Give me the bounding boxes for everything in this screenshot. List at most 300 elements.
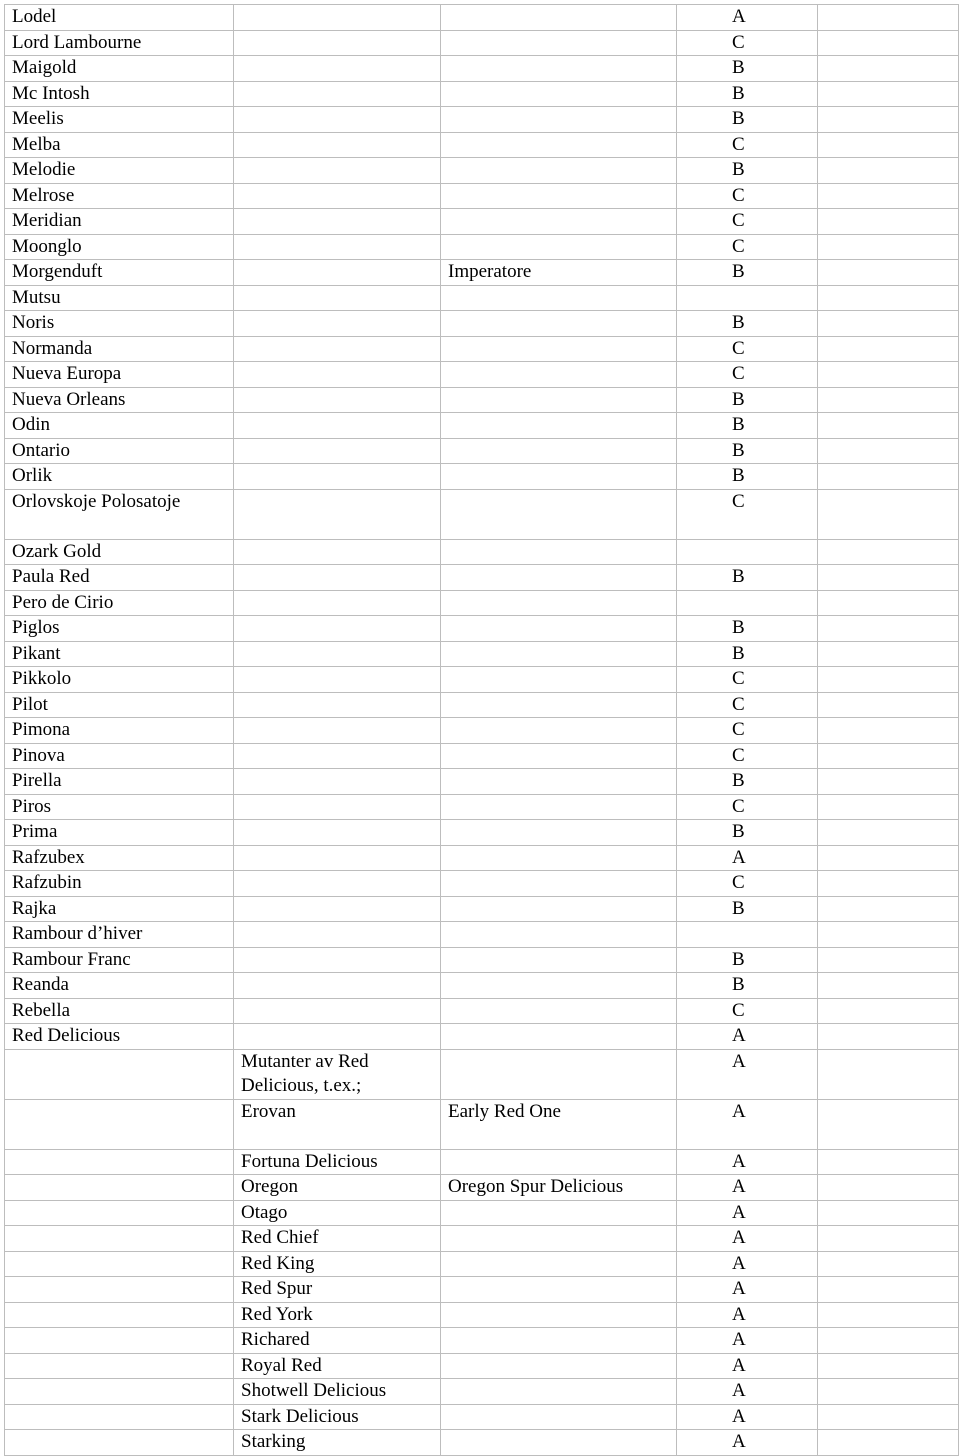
- synonym-cell: [441, 1379, 677, 1405]
- mutant-cell-text: Starking: [241, 1431, 306, 1452]
- mutant-cell: [234, 1149, 441, 1175]
- mutant-cell: [234, 1251, 441, 1277]
- variety-cell: [5, 413, 234, 439]
- mutant-cell: [234, 285, 441, 311]
- class-cell: [677, 489, 818, 539]
- table-row: [5, 871, 959, 897]
- class-cell: [677, 590, 818, 616]
- synonym-cell: [441, 336, 677, 362]
- table-row: [5, 1149, 959, 1175]
- mutant-cell: [234, 641, 441, 667]
- class-cell-text: A: [732, 846, 746, 868]
- variety-cell-text: Meridian: [12, 210, 82, 231]
- class-cell: [677, 81, 818, 107]
- table-row: [5, 158, 959, 184]
- variety-cell-text: Rafzubin: [12, 872, 82, 893]
- synonym-cell: [441, 1430, 677, 1456]
- empty-cell: [818, 260, 959, 286]
- class-cell: [677, 947, 818, 973]
- class-cell-text: C: [732, 668, 745, 689]
- variety-cell: [5, 1024, 234, 1050]
- class-cell-text: A: [732, 6, 746, 27]
- class-cell: [677, 641, 818, 667]
- table-row: [5, 539, 959, 565]
- mutant-cell: [234, 336, 441, 362]
- empty-cell: [818, 616, 959, 642]
- mutant-cell: [234, 107, 441, 133]
- empty-cell: [818, 896, 959, 922]
- class-cell: [677, 922, 818, 948]
- empty-cell: [818, 464, 959, 490]
- synonym-cell: [441, 1277, 677, 1303]
- empty-cell: [818, 1049, 959, 1099]
- variety-cell-text: Lodel: [12, 6, 57, 27]
- variety-cell-text: Paula Red: [12, 566, 90, 587]
- variety-cell-text: Rebella: [12, 999, 71, 1021]
- variety-cell: [5, 362, 234, 388]
- empty-cell: [818, 998, 959, 1024]
- variety-cell: [5, 539, 234, 565]
- empty-cell: [818, 539, 959, 565]
- empty-cell: [818, 107, 959, 133]
- mutant-cell: [234, 1024, 441, 1050]
- synonym-cell: [441, 489, 677, 539]
- table-row: [5, 616, 959, 642]
- class-cell: [677, 285, 818, 311]
- table-row: [5, 1379, 959, 1405]
- mutant-cell-text: Royal Red: [241, 1354, 322, 1376]
- variety-cell-text: Noris: [12, 312, 55, 333]
- synonym-cell: [441, 234, 677, 260]
- empty-cell: [818, 1149, 959, 1175]
- variety-cell: [5, 1379, 234, 1405]
- empty-cell: [818, 947, 959, 973]
- synonym-cell: [441, 132, 677, 158]
- variety-cell: [5, 81, 234, 107]
- class-cell: [677, 539, 818, 565]
- empty-cell: [818, 311, 959, 337]
- empty-cell: [818, 1302, 959, 1328]
- empty-cell: [818, 1430, 959, 1456]
- class-cell-text: B: [732, 439, 745, 461]
- class-cell-text: C: [732, 719, 745, 740]
- class-cell-text: B: [732, 159, 745, 180]
- synonym-cell-text: Oregon Spur Delicious: [448, 1176, 624, 1197]
- table-row: [5, 30, 959, 56]
- variety-cell: [5, 896, 234, 922]
- class-cell: [677, 1302, 818, 1328]
- class-cell-text: A: [732, 1227, 746, 1248]
- class-cell-text: B: [732, 414, 745, 435]
- empty-cell: [818, 871, 959, 897]
- table-row: [5, 362, 959, 388]
- table-row: [5, 311, 959, 337]
- mutant-cell: [234, 947, 441, 973]
- empty-cell: [818, 1175, 959, 1201]
- variety-cell: [5, 565, 234, 591]
- class-cell: [677, 1226, 818, 1252]
- variety-cell-text: Meelis: [12, 108, 64, 129]
- synonym-cell: [441, 1149, 677, 1175]
- class-cell-text: B: [732, 57, 745, 78]
- mutant-cell-text: Red Chief: [241, 1227, 319, 1248]
- mutant-cell: [234, 183, 441, 209]
- variety-cell: [5, 1049, 234, 1099]
- class-cell-text: A: [732, 1380, 746, 1401]
- table-row: [5, 1328, 959, 1354]
- variety-cell: [5, 1328, 234, 1354]
- class-cell: [677, 1175, 818, 1201]
- variety-cell: [5, 1251, 234, 1277]
- empty-cell: [818, 641, 959, 667]
- synonym-cell: [441, 845, 677, 871]
- synonym-cell: [441, 30, 677, 56]
- mutant-cell: [234, 565, 441, 591]
- mutant-cell: [234, 1175, 441, 1201]
- class-cell: [677, 107, 818, 133]
- variety-cell: [5, 1175, 234, 1201]
- mutant-cell-text: Oregon: [241, 1176, 298, 1197]
- class-cell: [677, 1200, 818, 1226]
- class-cell: [677, 871, 818, 897]
- synonym-cell: [441, 464, 677, 490]
- class-cell: [677, 667, 818, 693]
- class-cell: [677, 438, 818, 464]
- variety-cell-text: Lord Lambourne: [12, 31, 142, 53]
- class-cell-text: A: [732, 1100, 746, 1122]
- mutant-cell: [234, 1404, 441, 1430]
- synonym-cell: [441, 56, 677, 82]
- class-cell-text: A: [732, 1176, 746, 1197]
- variety-cell-text: Melba: [12, 133, 61, 155]
- empty-cell: [818, 413, 959, 439]
- mutant-cell: [234, 922, 441, 948]
- variety-cell: [5, 794, 234, 820]
- class-cell: [677, 998, 818, 1024]
- variety-cell-text: Piglos: [12, 617, 60, 638]
- variety-cell: [5, 667, 234, 693]
- variety-cell: [5, 1226, 234, 1252]
- synonym-cell: [441, 107, 677, 133]
- variety-cell: [5, 718, 234, 744]
- class-cell-text: A: [732, 1252, 746, 1274]
- class-cell: [677, 336, 818, 362]
- table-row: [5, 1024, 959, 1050]
- mutant-cell: [234, 489, 441, 539]
- variety-cell-text: Mutsu: [12, 286, 61, 308]
- variety-cell: [5, 845, 234, 871]
- empty-cell: [818, 336, 959, 362]
- empty-cell: [818, 158, 959, 184]
- mutant-cell: [234, 1049, 441, 1099]
- table-row: [5, 464, 959, 490]
- table-row: [5, 438, 959, 464]
- mutant-cell-text: Otago: [241, 1201, 288, 1223]
- variety-cell-text: Melodie: [12, 159, 76, 180]
- mutant-cell: [234, 1302, 441, 1328]
- mutant-cell: [234, 896, 441, 922]
- class-cell-text: C: [732, 795, 745, 817]
- variety-cell-text: Orlik: [12, 465, 53, 486]
- class-cell-text: A: [732, 1025, 746, 1046]
- synonym-cell: [441, 922, 677, 948]
- class-cell: [677, 56, 818, 82]
- mutant-cell-text: Stark Delicious: [241, 1405, 359, 1427]
- empty-cell: [818, 438, 959, 464]
- class-cell-text: B: [732, 312, 745, 333]
- variety-cell-text: Normanda: [12, 337, 93, 359]
- synonym-cell: [441, 1302, 677, 1328]
- synonym-cell: [441, 1200, 677, 1226]
- class-cell: [677, 1404, 818, 1430]
- synonym-cell: [441, 260, 677, 286]
- mutant-cell: [234, 5, 441, 31]
- empty-cell: [818, 845, 959, 871]
- table-row: [5, 1175, 959, 1201]
- synonym-cell: [441, 896, 677, 922]
- table-row: [5, 998, 959, 1024]
- class-cell: [677, 413, 818, 439]
- class-cell-text: C: [732, 235, 745, 257]
- variety-cell: [5, 183, 234, 209]
- variety-cell: [5, 1200, 234, 1226]
- class-cell: [677, 973, 818, 999]
- mutant-cell-text: Richared: [241, 1329, 310, 1350]
- class-cell-text: C: [732, 133, 745, 155]
- synonym-cell: [441, 1353, 677, 1379]
- empty-cell: [818, 667, 959, 693]
- synonym-cell: [441, 285, 677, 311]
- variety-cell: [5, 107, 234, 133]
- variety-cell: [5, 641, 234, 667]
- synonym-cell: [441, 539, 677, 565]
- mutant-cell: [234, 1328, 441, 1354]
- variety-cell: [5, 260, 234, 286]
- synonym-cell: [441, 692, 677, 718]
- synonym-cell: [441, 209, 677, 235]
- class-cell: [677, 769, 818, 795]
- variety-cell: [5, 743, 234, 769]
- class-cell-text: A: [732, 1050, 746, 1072]
- mutant-cell: [234, 387, 441, 413]
- mutant-cell: [234, 769, 441, 795]
- synonym-cell: [441, 1328, 677, 1354]
- table-row: [5, 820, 959, 846]
- class-cell: [677, 616, 818, 642]
- class-cell-text: C: [732, 999, 745, 1021]
- variety-cell-text: Mc Intosh: [12, 82, 90, 104]
- variety-cell-text: Nueva Europa: [12, 363, 122, 384]
- class-cell: [677, 743, 818, 769]
- mutant-cell: [234, 820, 441, 846]
- class-cell-text: C: [732, 490, 745, 512]
- empty-cell: [818, 590, 959, 616]
- synonym-cell: [441, 616, 677, 642]
- class-cell-text: A: [732, 1150, 746, 1172]
- class-cell-text: C: [732, 184, 745, 206]
- empty-cell: [818, 1404, 959, 1430]
- synonym-cell: [441, 590, 677, 616]
- class-cell: [677, 234, 818, 260]
- variety-cell: [5, 973, 234, 999]
- variety-cell-text: Moonglo: [12, 235, 82, 257]
- class-cell: [677, 183, 818, 209]
- mutant-cell: [234, 1353, 441, 1379]
- synonym-cell: [441, 413, 677, 439]
- variety-cell: [5, 464, 234, 490]
- mutant-cell: [234, 56, 441, 82]
- table-row: [5, 1200, 959, 1226]
- class-cell: [677, 565, 818, 591]
- class-cell: [677, 1024, 818, 1050]
- synonym-cell: [441, 158, 677, 184]
- class-cell: [677, 311, 818, 337]
- class-cell: [677, 30, 818, 56]
- table-row: [5, 1430, 959, 1456]
- class-cell: [677, 5, 818, 31]
- class-cell-text: C: [732, 363, 745, 384]
- class-cell: [677, 1251, 818, 1277]
- table-body: [5, 5, 959, 1456]
- variety-cell-text: Melrose: [12, 184, 75, 206]
- class-cell: [677, 896, 818, 922]
- synonym-cell: [441, 769, 677, 795]
- empty-cell: [818, 362, 959, 388]
- empty-cell: [818, 1024, 959, 1050]
- synonym-cell: [441, 743, 677, 769]
- table-row: [5, 1277, 959, 1303]
- variety-cell-text: Nueva Orleans: [12, 388, 126, 410]
- class-cell: [677, 260, 818, 286]
- mutant-cell: [234, 438, 441, 464]
- class-cell: [677, 718, 818, 744]
- variety-cell-text: Red Delicious: [12, 1025, 121, 1046]
- mutant-cell: [234, 616, 441, 642]
- class-cell: [677, 1277, 818, 1303]
- table-row: [5, 1353, 959, 1379]
- class-cell: [677, 132, 818, 158]
- table-row: [5, 794, 959, 820]
- table-row: [5, 718, 959, 744]
- class-cell: [677, 1049, 818, 1099]
- variety-cell-text: Pinova: [12, 744, 65, 766]
- mutant-cell: [234, 871, 441, 897]
- table-row: [5, 896, 959, 922]
- table-row: [5, 183, 959, 209]
- variety-cell: [5, 387, 234, 413]
- table-row: [5, 489, 959, 539]
- class-cell: [677, 158, 818, 184]
- class-cell-text: C: [732, 693, 745, 715]
- empty-cell: [818, 5, 959, 31]
- table-row: [5, 565, 959, 591]
- class-cell-text: C: [732, 31, 745, 53]
- synonym-cell: [441, 1404, 677, 1430]
- variety-cell: [5, 234, 234, 260]
- empty-cell: [818, 387, 959, 413]
- empty-cell: [818, 489, 959, 539]
- class-cell-text: C: [732, 744, 745, 766]
- mutant-cell: [234, 539, 441, 565]
- table-row: [5, 641, 959, 667]
- table-row: [5, 590, 959, 616]
- empty-cell: [818, 183, 959, 209]
- class-cell: [677, 1328, 818, 1354]
- table-row: [5, 845, 959, 871]
- mutant-cell-text: Erovan: [241, 1100, 296, 1122]
- mutant-cell: [234, 1379, 441, 1405]
- synonym-cell: [441, 1175, 677, 1201]
- variety-cell-text: Rafzubex: [12, 846, 85, 868]
- synonym-cell: [441, 947, 677, 973]
- mutant-cell: [234, 209, 441, 235]
- empty-cell: [818, 1277, 959, 1303]
- mutant-cell: [234, 260, 441, 286]
- mutant-cell: [234, 1200, 441, 1226]
- variety-cell-text: Orlovskoje Polosatoje: [12, 490, 181, 512]
- apple-variety-table: [4, 4, 959, 1456]
- variety-cell: [5, 922, 234, 948]
- class-cell-text: C: [732, 872, 745, 893]
- empty-cell: [818, 1226, 959, 1252]
- class-cell-text: C: [732, 210, 745, 231]
- empty-cell: [818, 718, 959, 744]
- empty-cell: [818, 565, 959, 591]
- table-row: [5, 692, 959, 718]
- mutant-cell: [234, 692, 441, 718]
- table-row: [5, 413, 959, 439]
- class-cell-text: B: [732, 566, 745, 587]
- class-cell-text: B: [732, 770, 745, 791]
- variety-cell: [5, 1404, 234, 1430]
- variety-cell: [5, 56, 234, 82]
- class-cell-text: B: [732, 642, 745, 664]
- empty-cell: [818, 922, 959, 948]
- synonym-cell: [441, 81, 677, 107]
- mutant-cell: [234, 845, 441, 871]
- variety-cell: [5, 1430, 234, 1456]
- class-cell-text: B: [732, 897, 745, 919]
- variety-cell-text: Pikant: [12, 642, 61, 664]
- variety-cell-text: Pilot: [12, 693, 48, 715]
- synonym-cell: [441, 820, 677, 846]
- table-row: [5, 285, 959, 311]
- variety-cell: [5, 489, 234, 539]
- class-cell: [677, 845, 818, 871]
- variety-cell: [5, 1149, 234, 1175]
- mutant-cell: [234, 311, 441, 337]
- mutant-cell: [234, 132, 441, 158]
- variety-cell-text: Piros: [12, 795, 52, 817]
- mutant-cell: [234, 1430, 441, 1456]
- synonym-cell: [441, 1226, 677, 1252]
- variety-cell: [5, 285, 234, 311]
- class-cell: [677, 1379, 818, 1405]
- synonym-cell: [441, 311, 677, 337]
- mutant-cell-text: Shotwell Delicious: [241, 1380, 387, 1401]
- synonym-cell: [441, 718, 677, 744]
- synonym-cell: [441, 1049, 677, 1099]
- variety-cell-text: Reanda: [12, 974, 69, 995]
- mutant-cell: [234, 998, 441, 1024]
- class-cell: [677, 820, 818, 846]
- synonym-cell: [441, 794, 677, 820]
- table-row: [5, 107, 959, 133]
- table-row: [5, 947, 959, 973]
- synonym-cell: [441, 667, 677, 693]
- class-cell: [677, 362, 818, 388]
- variety-cell-text: Pero de Cirio: [12, 591, 114, 613]
